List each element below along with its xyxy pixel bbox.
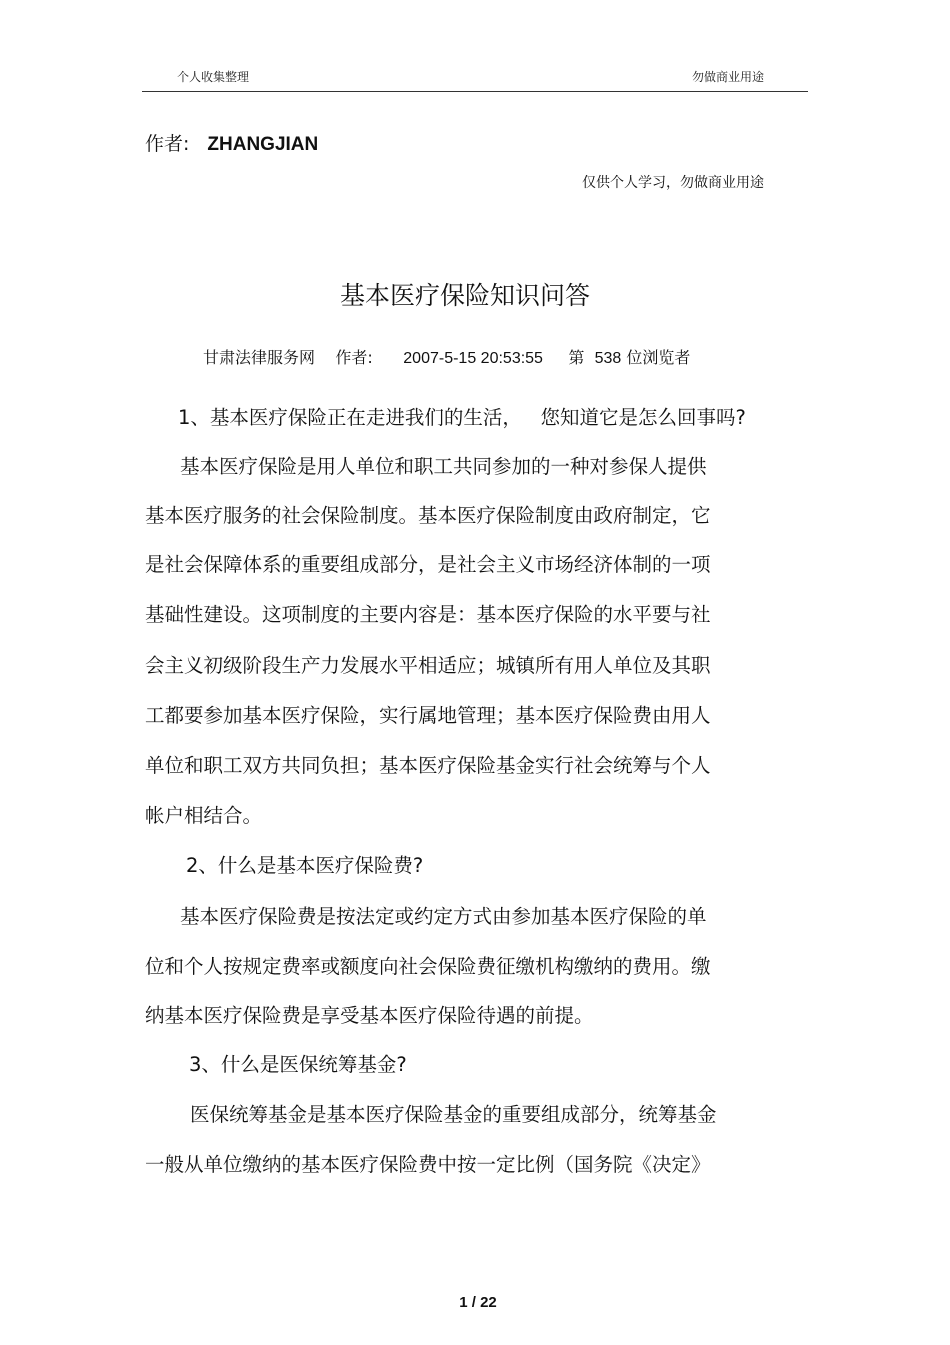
header-divider [142, 91, 808, 92]
author-line [145, 129, 318, 156]
article-meta [203, 345, 690, 368]
document-title: 基本医疗保险知识问答 [339, 281, 590, 310]
meta-views-prefix: 第 [568, 348, 585, 367]
body-line: 单位和职工双方共同负担；基本医疗保险基金实行社会统筹与个人 [145, 754, 711, 777]
author-name: ZHANGJIAN [207, 134, 319, 155]
body-line: 基本医疗保险是用人单位和职工共同参加的一种对参保人提供 [180, 455, 707, 478]
body-line: 纳基本医疗保险费是享受基本医疗保险待遇的前提。 [145, 1004, 594, 1027]
question-2: 2、什么是基本医疗保险费? [186, 854, 424, 877]
author-label: 作者: [145, 133, 190, 155]
body-line: 是社会保障体系的重要组成部分，是社会主义市场经济体制的一项 [145, 553, 711, 576]
meta-views: 538 [594, 350, 622, 367]
body-line: 工都要参加基本医疗保险，实行属地管理；基本医疗保险费由用人 [145, 704, 711, 727]
body-line: 位和个人按规定费率或额度向社会保险费征缴机构缴纳的费用。缴 [145, 955, 711, 978]
question-1: 1、基本医疗保险正在走进我们的生活， 您知道它是怎么回事吗? [178, 406, 746, 429]
page-number [0, 1294, 950, 1311]
meta-datetime: 2007-5-15 20:53:55 [403, 350, 543, 367]
body-line: 一般从单位缴纳的基本医疗保险费中按一定比例（国务院《决定》 [145, 1153, 711, 1176]
question-3: 3、什么是医保统筹基金? [189, 1053, 407, 1076]
body-line: 帐户相结合。 [145, 804, 263, 827]
meta-author-label: 作者: [335, 348, 373, 367]
meta-source: 甘肃法律服务网 [203, 348, 316, 367]
body-line: 医保统筹基金是基本医疗保险基金的重要组成部分，统筹基金 [190, 1103, 717, 1126]
header-right-text: 勿做商业用途 [691, 70, 764, 84]
body-line: 基础性建设。这项制度的主要内容是：基本医疗保险的水平要与社 [145, 603, 711, 626]
page-current: 1 [459, 1294, 468, 1311]
header-left-text: 个人收集整理 [177, 70, 250, 84]
body-line: 基本医疗服务的社会保险制度。基本医疗保险制度由政府制定，它 [145, 504, 711, 527]
body-line: 会主义初级阶段生产力发展水平相适应；城镇所有用人单位及其职 [145, 654, 711, 677]
page-total: 22 [480, 1294, 497, 1311]
page-separator: / [471, 1294, 476, 1311]
body-line: 基本医疗保险费是按法定或约定方式由参加基本医疗保险的单 [180, 905, 707, 928]
usage-notice: 仅供个人学习，勿做商业用途 [582, 175, 764, 191]
meta-views-suffix: 位浏览者 [626, 348, 691, 367]
